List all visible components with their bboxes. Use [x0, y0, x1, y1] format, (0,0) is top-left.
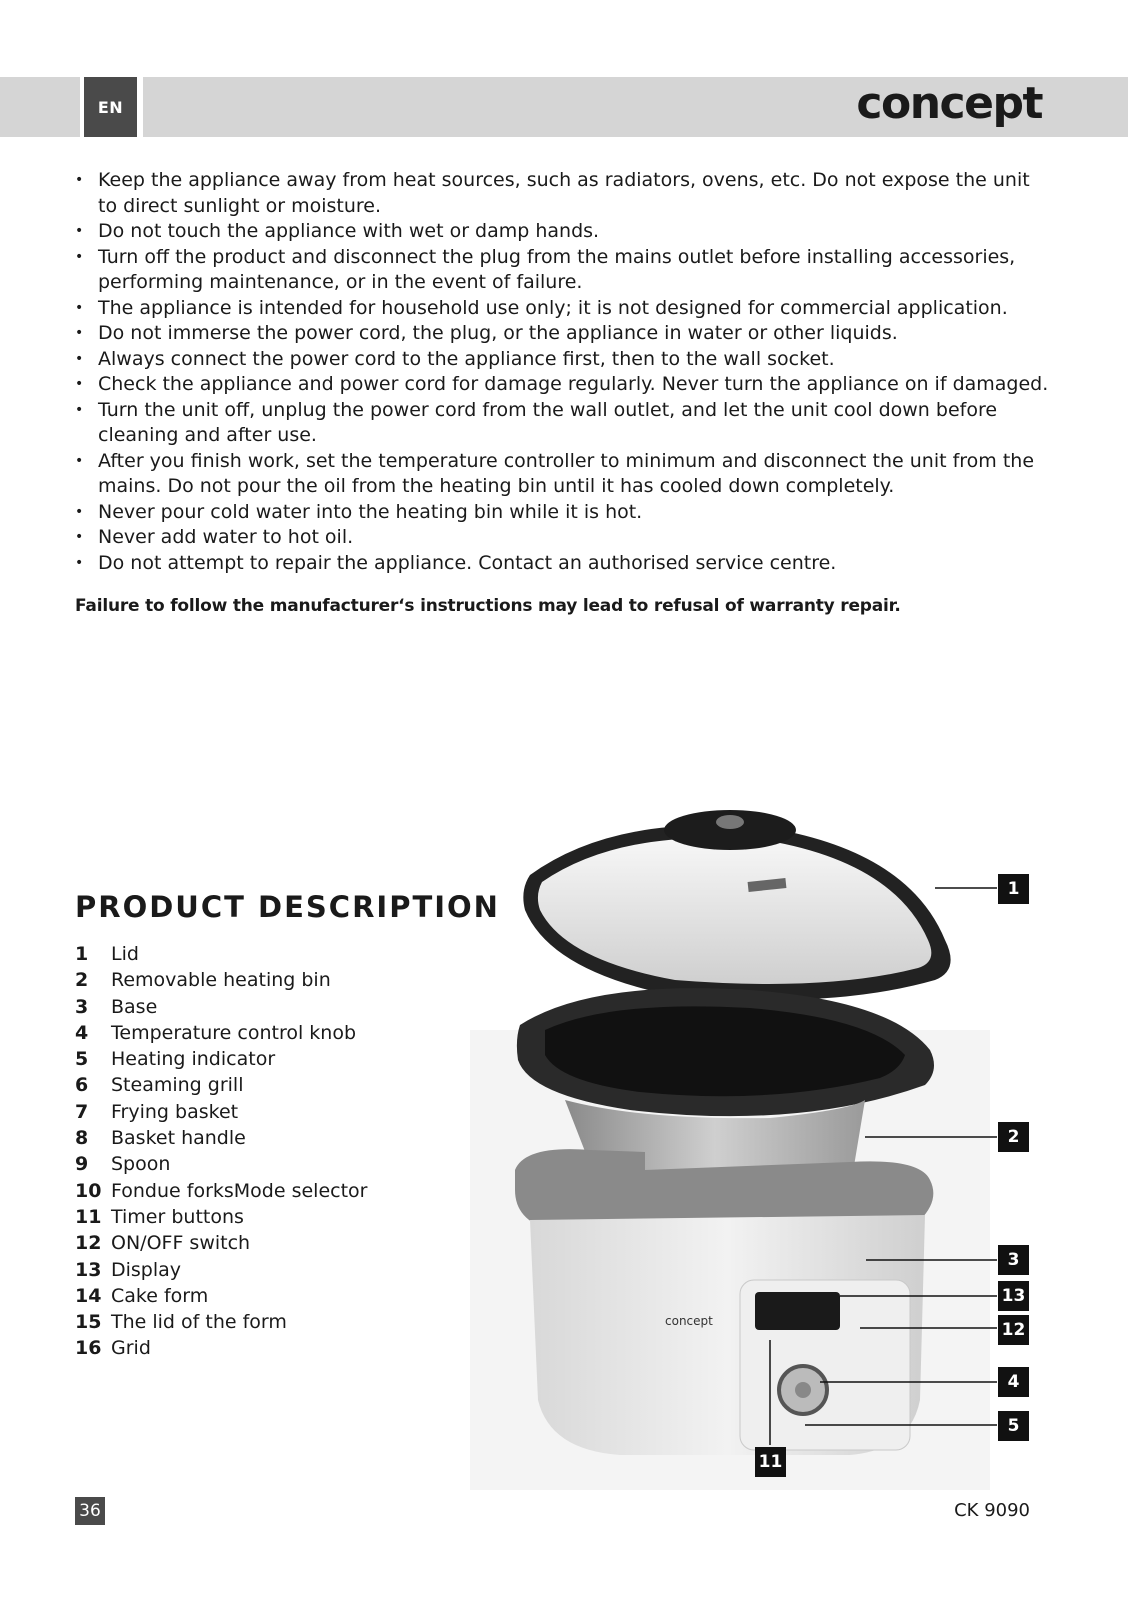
part-number: 2 — [75, 969, 89, 992]
list-item: • Always connect the power cord to the appliance first, then to the wall socket. — [75, 347, 1050, 373]
callout-11: 11 — [755, 1447, 786, 1477]
part-name: Base — [111, 995, 158, 1018]
part-name: Display — [111, 1258, 182, 1281]
part-name: Steaming grill — [111, 1074, 244, 1097]
lid-part — [523, 810, 950, 1000]
safety-bullet-list — [75, 168, 1050, 576]
appliance-badge: concept — [665, 1314, 713, 1328]
part-number: 13 — [75, 1258, 102, 1281]
brand-logo: concept — [856, 78, 1042, 129]
list-item: • Check the appliance and power cord for damage regularly. Never turn the appliance on if damaged. — [75, 372, 1050, 398]
part-name: Frying basket — [111, 1100, 239, 1123]
part-number: 7 — [75, 1100, 89, 1123]
list-item — [75, 1020, 367, 1046]
part-number: 1 — [75, 943, 89, 965]
part-number: 6 — [75, 1074, 89, 1097]
list-item — [75, 1151, 367, 1177]
part-name: Timer buttons — [111, 1205, 244, 1228]
list-item: • Do not touch the appliance with wet or damp hands. — [75, 219, 1050, 245]
part-name: The lid of the form — [111, 1311, 287, 1334]
list-item — [75, 1283, 367, 1309]
part-name: Basket handle — [111, 1127, 246, 1150]
language-tab: EN — [80, 77, 143, 137]
list-item — [75, 1309, 367, 1335]
part-name: Grid — [111, 1337, 151, 1360]
part-number: 5 — [75, 1048, 89, 1071]
list-item — [75, 967, 367, 993]
list-item — [75, 1072, 367, 1098]
part-name: Cake form — [111, 1284, 209, 1307]
list-item: • Do not immerse the power cord, the plug, or the appliance in water or other liquids. — [75, 321, 1050, 347]
list-item — [75, 1257, 367, 1283]
part-number: 14 — [75, 1284, 102, 1307]
part-name: ON/OFF switch — [111, 1232, 251, 1255]
display-screen — [755, 1292, 840, 1330]
part-name: Temperature control knob — [111, 1021, 357, 1044]
part-number: 10 — [75, 1179, 102, 1202]
part-name: Lid — [111, 943, 139, 965]
list-item — [75, 994, 367, 1020]
list-item — [75, 1178, 367, 1204]
callout-13: 13 — [998, 1281, 1029, 1311]
callout-5: 5 — [998, 1411, 1029, 1441]
part-name: Removable heating bin — [111, 969, 331, 992]
list-item: • Do not attempt to repair the appliance. Contact an authorised service centre. — [75, 551, 1050, 577]
part-number: 3 — [75, 995, 89, 1018]
part-name: Spoon — [111, 1153, 171, 1176]
part-number: 11 — [75, 1205, 102, 1228]
list-item: • Never pour cold water into the heating bin while it is hot. — [75, 500, 1050, 526]
list-item: • Turn the unit off, unplug the power cord from the wall outlet, and let the unit cool down before cleaning and after use. — [75, 398, 1050, 449]
part-number: 4 — [75, 1021, 89, 1044]
model-number: CK 9090 — [954, 1500, 1030, 1521]
section-title: PRODUCT DESCRIPTION — [75, 890, 500, 924]
appliance-illustration — [470, 800, 1120, 1500]
page-number: 36 — [75, 1497, 105, 1525]
callout-3: 3 — [998, 1245, 1029, 1275]
list-item — [75, 1230, 367, 1256]
list-item — [75, 1046, 367, 1072]
list-item — [75, 941, 367, 967]
part-name: Heating indicator — [111, 1048, 276, 1071]
part-number: 9 — [75, 1153, 89, 1176]
part-number: 12 — [75, 1232, 102, 1255]
list-item — [75, 1335, 367, 1361]
parts-list — [75, 941, 367, 1362]
warranty-warning: Failure to follow the manufacturer‘s instructions may lead to refusal of warranty repair. — [75, 596, 901, 616]
base-part — [515, 1149, 933, 1455]
list-item: • After you finish work, set the temperature controller to minimum and disconnect the unit from the mains. Do not pour the oil from the heating bin until it has cooled down completely. — [75, 449, 1050, 500]
list-item: • Turn off the product and disconnect the plug from the mains outlet before installing accessories, performing maintenance, or in the event of failure. — [75, 245, 1050, 296]
list-item — [75, 1099, 367, 1125]
callout-1: 1 — [998, 874, 1029, 904]
list-item — [75, 1125, 367, 1151]
list-item: • Never add water to hot oil. — [75, 525, 1050, 551]
part-number: 8 — [75, 1127, 89, 1150]
callout-12: 12 — [998, 1315, 1029, 1345]
list-item: • Keep the appliance away from heat sources, such as radiators, ovens, etc. Do not expose the unit to direct sunlight or moisture. — [75, 168, 1050, 219]
callout-2: 2 — [998, 1122, 1029, 1152]
part-number: 15 — [75, 1311, 102, 1334]
callout-4: 4 — [998, 1367, 1029, 1397]
part-name: Fondue forksMode selector — [111, 1179, 368, 1202]
part-number: 16 — [75, 1337, 102, 1360]
list-item — [75, 1204, 367, 1230]
list-item: • The appliance is intended for household use only; it is not designed for commercial application. — [75, 296, 1050, 322]
